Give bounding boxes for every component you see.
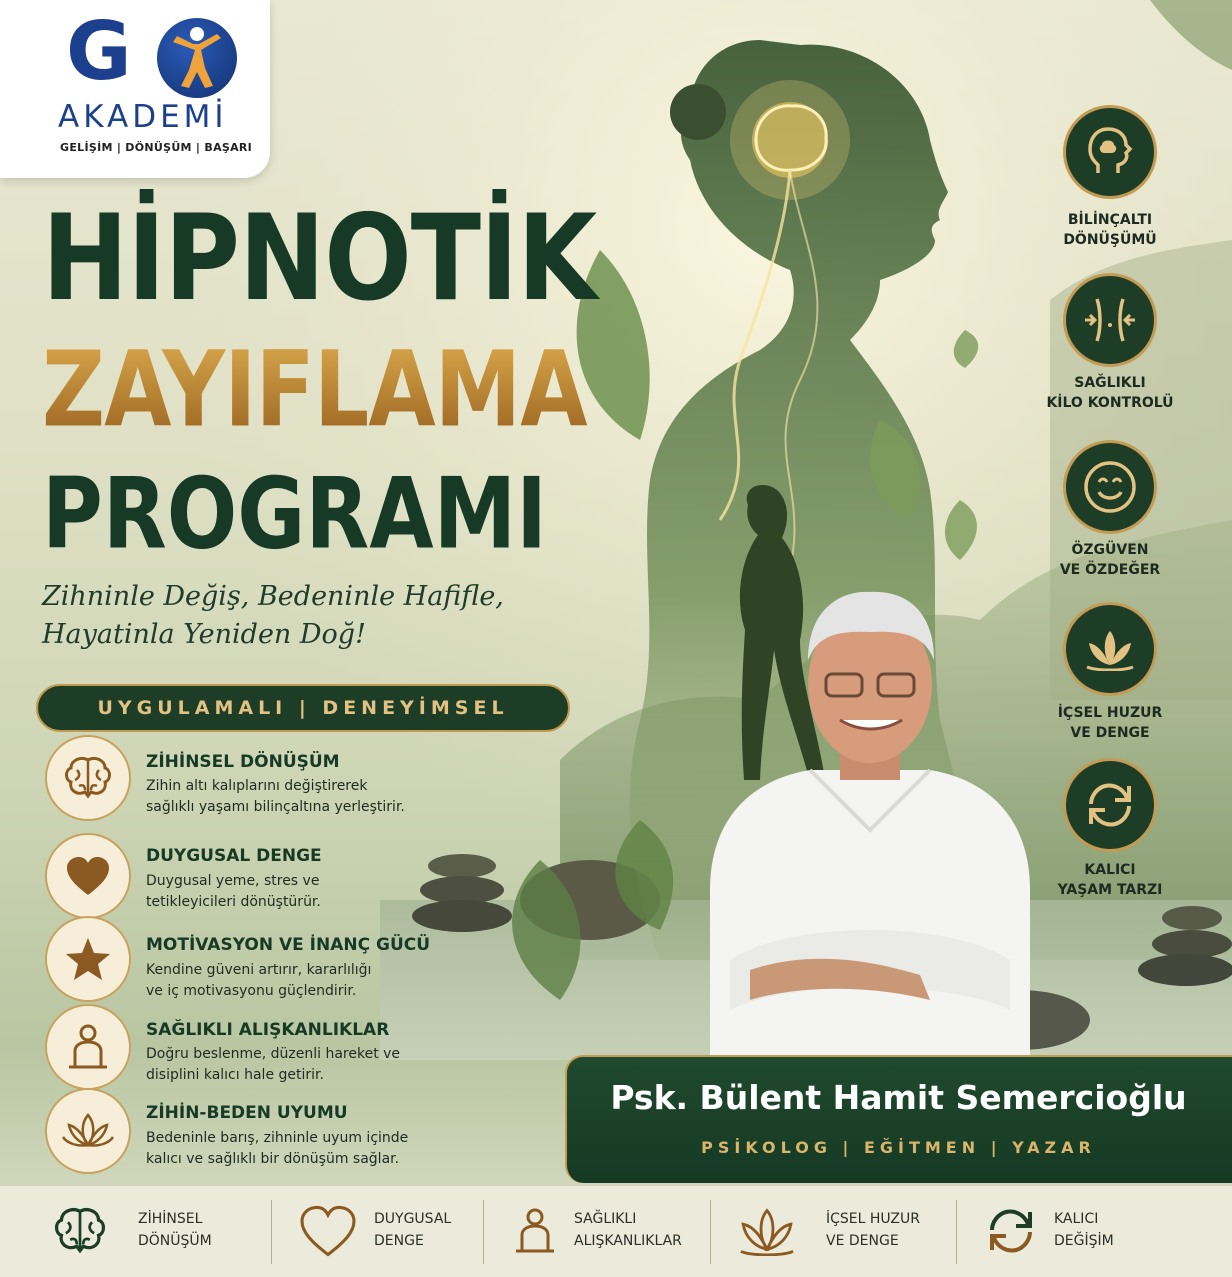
benefit-label: SAĞLIKLI KİLO KONTROLÜ — [1046, 375, 1174, 412]
logo-name: AKADEMİ — [58, 99, 228, 135]
benefit-label: KALICI YAŞAM TARZI — [1057, 862, 1163, 899]
feature-desc: Bedeninle barış, zihninle uyum içinde kalıcı ve sağlıklı bir dönüşüm sağlar. — [146, 1130, 409, 1167]
benefit-label: BİLİNÇALTI DÖNÜŞÜMÜ — [1063, 212, 1157, 249]
bottom-item-label: ZİHİNSEL DÖNÜŞÜM — [138, 1211, 212, 1249]
feature-desc: Zihin altı kalıplarını değiştirerek sağlıklı yaşamı bilinçaltına yerleştirir. — [146, 778, 405, 815]
benefit-label: ÖZGÜVEN VE ÖZDEĞER — [1059, 542, 1161, 579]
title-line-1: HİPNOTİK — [42, 189, 597, 328]
refresh-icon — [1063, 758, 1157, 852]
lotus-icon — [1063, 602, 1157, 696]
presenter-banner — [565, 1055, 1232, 1183]
feature-desc: Doğru beslenme, düzenli hareket ve disiplini kalıcı hale getirir. — [146, 1046, 401, 1083]
feature-title: DUYGUSAL DENGE — [146, 846, 322, 866]
bottom-item — [984, 1196, 1114, 1266]
divider — [271, 1200, 272, 1264]
bottom-item-label: DUYGUSAL DENGE — [374, 1211, 452, 1249]
person-icon — [512, 1205, 558, 1257]
divider — [710, 1200, 711, 1264]
bottom-item — [52, 1196, 212, 1266]
bottom-item-label: KALICI DEĞİŞİM — [1054, 1211, 1114, 1249]
person-icon — [45, 1004, 131, 1090]
feature-title: ZİHİN-BEDEN UYUMU — [146, 1103, 348, 1123]
lotus-icon — [732, 1206, 802, 1256]
slogan: Zihninle Değiş, Bedeninle Hafifle, Hayatinla Yeniden Doğ! — [42, 581, 504, 651]
divider — [483, 1200, 484, 1264]
bottom-item-label: SAĞLIKLI ALIŞKANLIKLAR — [574, 1211, 682, 1249]
smile-icon — [1063, 440, 1157, 534]
program-type-pill: UYGULAMALI | DENEYİMSEL — [36, 684, 570, 732]
lotus-icon — [45, 1088, 131, 1174]
waist-icon — [1063, 273, 1157, 367]
presenter-photo — [690, 590, 1050, 1060]
presenter-role: PSİKOLOG | EĞİTMEN | YAZAR — [701, 1138, 1096, 1157]
title-line-2: ZAYIFLAMA — [42, 328, 587, 451]
heart-outline-icon — [298, 1205, 358, 1257]
brain-icon — [52, 1207, 108, 1255]
refresh-icon — [984, 1204, 1038, 1258]
star-icon — [45, 916, 131, 1002]
bottom-item — [298, 1196, 451, 1266]
head-icon — [1063, 105, 1157, 199]
feature-desc: Kendine güveni artırır, kararlılığı ve iç motivasyonu güçlendirir. — [146, 962, 372, 999]
bottom-item — [732, 1196, 920, 1266]
benefit-label: İÇSEL HUZUR VE DENGE — [1057, 705, 1163, 742]
logo-figure-icon — [157, 18, 237, 98]
title-line-3: PROGRAMI — [42, 456, 548, 572]
feature-title: MOTİVASYON VE İNANÇ GÜCÜ — [146, 935, 431, 955]
presenter-name: Psk. Bülent Hamit Semercioğlu — [610, 1078, 1187, 1117]
feature-title: ZİHİNSEL DÖNÜŞÜM — [146, 752, 340, 772]
bottom-item — [512, 1196, 682, 1266]
feature-desc: Duygusal yeme, stres ve tetikleyicileri dönüştürür. — [146, 873, 321, 910]
bottom-item-label: İÇSEL HUZUR VE DENGE — [826, 1211, 920, 1249]
heart-icon — [45, 833, 131, 919]
divider — [956, 1200, 957, 1264]
feature-title: SAĞLIKLI ALIŞKANLIKLAR — [146, 1020, 390, 1040]
logo-letters: G — [66, 5, 130, 98]
logo-tagline: GELİŞİM | DÖNÜŞÜM | BAŞARI — [60, 141, 253, 154]
brain-icon — [45, 735, 131, 821]
